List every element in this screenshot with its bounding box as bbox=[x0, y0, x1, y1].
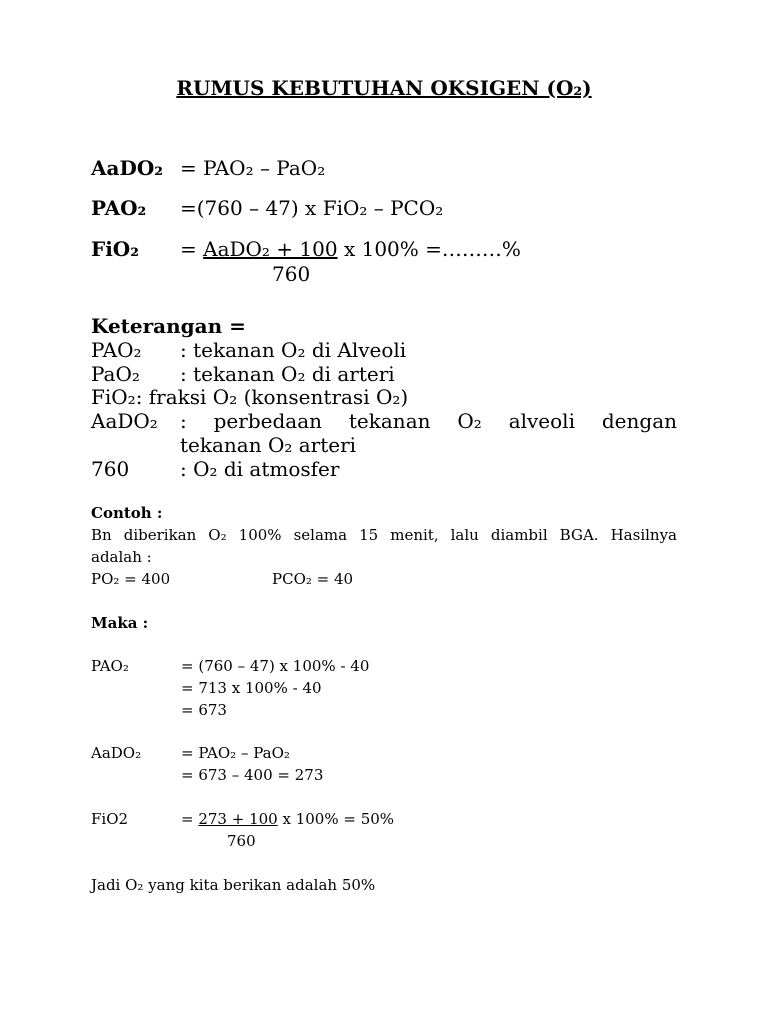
maka-fio2-label: FiO2 bbox=[91, 810, 129, 828]
keterangan-term: PAO₂ bbox=[91, 338, 142, 362]
maka-fio2-numerator: 273 + 100 bbox=[198, 810, 278, 828]
formula-aado2-eq: = PAO₂ – PaO₂ bbox=[180, 156, 326, 180]
contoh-heading: Contoh : bbox=[91, 504, 163, 522]
maka-fio2-denominator: 760 bbox=[227, 832, 256, 850]
maka-pao2-line: = 713 x 100% - 40 bbox=[181, 679, 322, 697]
contoh-pco2: PCO₂ = 40 bbox=[272, 570, 354, 588]
formula-fio2-label: FiO₂ bbox=[91, 237, 139, 261]
contoh-po2: PO₂ = 400 bbox=[91, 570, 171, 588]
maka-aado2-label: AaDO₂ bbox=[91, 744, 142, 762]
keterangan-term: 760 bbox=[91, 457, 130, 481]
maka-aado2-line: = PAO₂ – PaO₂ bbox=[181, 744, 290, 762]
keterangan-term: PaO₂ bbox=[91, 362, 140, 386]
formula-pao2-eq: =(760 – 47) x FiO₂ – PCO₂ bbox=[180, 196, 444, 220]
keterangan-heading: Keterangan = bbox=[91, 314, 246, 338]
formula-pao2-label: PAO₂ bbox=[91, 196, 147, 220]
maka-pao2-line: = (760 – 47) x 100% - 40 bbox=[181, 657, 370, 675]
fio2-denominator: 760 bbox=[272, 262, 311, 286]
maka-aado2-line: = 673 – 400 = 273 bbox=[181, 766, 324, 784]
maka-pao2-line: = 673 bbox=[181, 701, 227, 719]
fio2-numerator: AaDO₂ + 100 bbox=[203, 237, 338, 261]
page-title: RUMUS KEBUTUHAN OKSIGEN (O₂) bbox=[176, 76, 592, 100]
maka-pao2-label: PAO₂ bbox=[91, 657, 129, 675]
maka-heading: Maka : bbox=[91, 614, 149, 632]
formula-aado2-label: AaDO₂ bbox=[91, 156, 164, 180]
keterangan-desc: : tekanan O₂ di Alveoli bbox=[180, 338, 407, 362]
contoh-line: Bn diberikan O₂ 100% selama 15 menit, lalu diambil BGA. Hasilnya bbox=[91, 526, 677, 544]
keterangan-desc: : O₂ di atmosfer bbox=[180, 457, 340, 481]
keterangan-desc: : tekanan O₂ di arteri bbox=[180, 362, 395, 386]
maka-fio2-line: = 273 + 100 x 100% = 50% bbox=[181, 810, 395, 828]
keterangan-desc: : perbedaan tekanan O₂ alveoli dengan bbox=[180, 409, 677, 433]
keterangan-term: AaDO₂ bbox=[91, 409, 158, 433]
keterangan-desc-continued: tekanan O₂ arteri bbox=[180, 433, 357, 457]
keterangan-term: FiO₂: fraksi O₂ (konsentrasi O₂) bbox=[91, 385, 409, 409]
formula-fio2-eq: = AaDO₂ + 100 x 100% =………% bbox=[180, 237, 521, 261]
maka-conclusion: Jadi O₂ yang kita berikan adalah 50% bbox=[91, 876, 376, 894]
contoh-line: adalah : bbox=[91, 548, 152, 566]
